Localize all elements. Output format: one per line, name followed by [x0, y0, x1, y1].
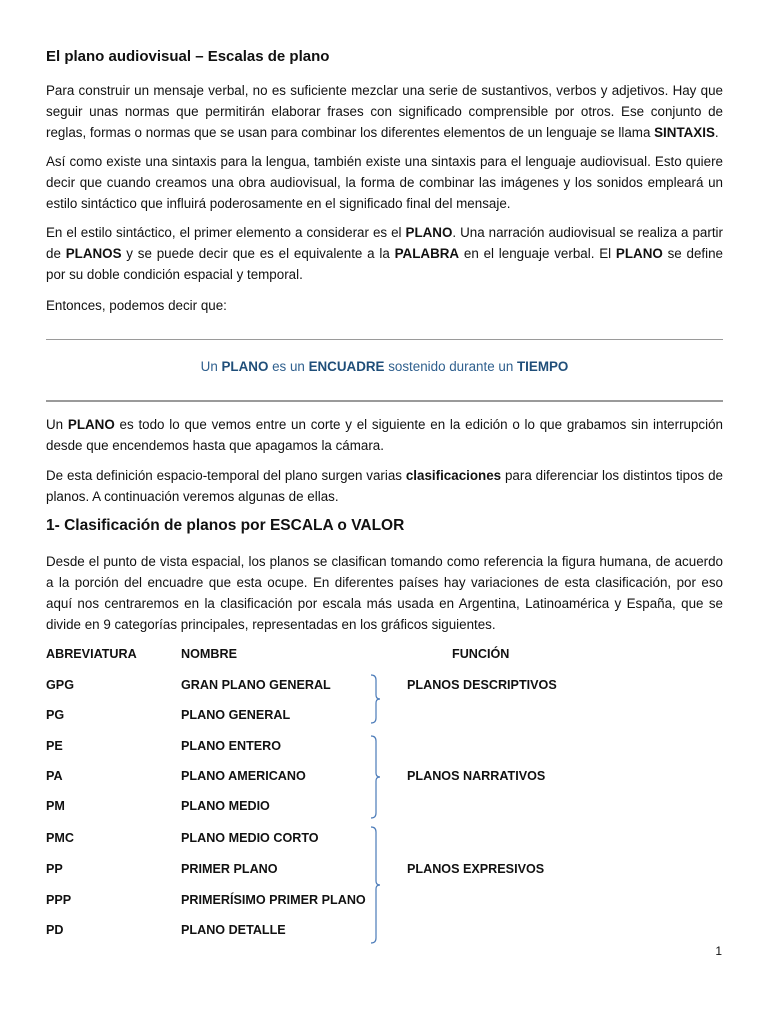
paragraph-sintaxis	[46, 80, 723, 143]
paragraph-text: y se puede decir que es el equivalente a la	[121, 246, 395, 261]
divider-top	[46, 339, 723, 340]
bold-term: PLANO	[615, 246, 663, 261]
table-row-abbr: PMC	[46, 831, 74, 845]
table-row-name: PLANO AMERICANO	[181, 769, 306, 783]
brace-descriptivos	[370, 674, 382, 724]
paragraph-text: .	[714, 125, 719, 140]
bold-term: PALABRA	[394, 246, 460, 261]
paragraph-plano	[46, 222, 723, 285]
bold-term: PLANO	[221, 359, 269, 374]
definition-text: Un	[200, 359, 222, 374]
table-row-abbr: PD	[46, 923, 64, 937]
paragraph-entonces: Entonces, podemos decir que:	[46, 298, 227, 313]
paragraph-lenguaje-audiovisual: Así como existe una sintaxis para la lengua, también existe una sintaxis para el lenguaje audiovisual. Esto quiere decir que cuando creamos una obra audiovisual, la forma de combinar las imágenes y los sonidos empleará un estilo sintáctico que influirá poderosamente en el significado final del mensaje.	[46, 154, 723, 211]
heading-text: o	[333, 517, 352, 534]
bold-term: TIEMPO	[516, 359, 569, 374]
table-row-abbr: PA	[46, 769, 63, 783]
paragraph-clasificaciones	[46, 465, 723, 507]
table-row-abbr: GPG	[46, 678, 74, 692]
table-row-name: PLANO MEDIO	[181, 799, 270, 813]
bold-term: VALOR	[351, 517, 405, 534]
table-row-name: PLANO GENERAL	[181, 708, 291, 722]
bold-term: PLANO	[405, 225, 453, 240]
paragraph-text: . Una narración audiovisual se realiza a partir de	[46, 225, 723, 261]
bold-term: PLANOS	[65, 246, 122, 261]
table-row-abbr: PM	[46, 799, 65, 813]
definition-text: sostenido durante un	[384, 359, 517, 374]
table-row-name: GRAN PLANO GENERAL	[181, 678, 331, 692]
header-name: NOMBRE	[181, 647, 237, 661]
group-label-expresivos: PLANOS EXPRESIVOS	[407, 862, 545, 876]
paragraph-un-plano	[46, 414, 723, 456]
brace-expresivos	[370, 826, 382, 944]
bold-term: ESCALA	[269, 517, 334, 534]
section-heading-escala	[46, 517, 404, 535]
group-label-descriptivos: PLANOS DESCRIPTIVOS	[407, 678, 557, 692]
table-row-name: PLANO ENTERO	[181, 739, 282, 753]
bold-term: PLANO	[67, 417, 115, 432]
table-row-abbr: PE	[46, 739, 63, 753]
table-row-abbr: PPP	[46, 893, 72, 907]
paragraph-text: Un	[46, 417, 68, 432]
table-row-name: PLANO MEDIO CORTO	[181, 831, 319, 845]
definition-text: es un	[268, 359, 309, 374]
bold-term: clasificaciones	[405, 468, 502, 483]
paragraph-text: De esta definición espacio-temporal del plano surgen varias	[46, 468, 406, 483]
paragraph-text: para diferenciar los distintos tipos de planos. A continuación veremos algunas de ellas.	[46, 468, 723, 504]
table-row-abbr: PG	[46, 708, 65, 722]
plano-definition	[46, 356, 723, 377]
header-function: FUNCIÓN	[452, 647, 510, 661]
brace-narrativos	[370, 735, 382, 819]
bold-term: ENCUADRE	[308, 359, 385, 374]
paragraph-text: En el estilo sintáctico, el primer elemento a considerar es el	[46, 225, 406, 240]
paragraph-text: se define por su doble condición espacial y temporal.	[46, 246, 723, 282]
document-title: El plano audiovisual – Escalas de plano	[46, 48, 330, 65]
paragraph-punto-de-vista: Desde el punto de vista espacial, los planos se clasifican tomando como referencia la figura humana, de acuerdo a la porción del encuadre que esta ocupe. En diferentes países hay variaciones de esta clasificación, por eso aquí nos centraremos en la clasificación por escala más usada en Argentina, Latinoamérica y España, que se divide en 9 categorías principales, representadas en los gráficos siguientes.	[46, 554, 723, 632]
paragraph-text: en el lenguaje verbal. El	[459, 246, 616, 261]
table-row-name: PRIMERÍSIMO PRIMER PLANO	[181, 893, 366, 907]
paragraph-text: es todo lo que vemos entre un corte y el siguiente en la edición o lo que grabamos sin interrupción desde que encendemos hasta que apagamos la cámara.	[46, 417, 723, 453]
divider-bottom	[46, 400, 723, 402]
heading-text: 1- Clasificación de planos por	[46, 517, 270, 534]
paragraph-text: Para construir un mensaje verbal, no es suficiente mezclar una serie de sustantivos, verbos y adjetivos. Hay que seguir unas normas que permitirán elaborar frases con significado comprensible por otros. Ese conjunto de reglas, formas o normas que se usan para combinar los diferentes elementos de un lenguaje se llama	[46, 83, 723, 140]
header-abbreviation: ABREVIATURA	[46, 647, 137, 661]
table-row-name: PLANO DETALLE	[181, 923, 286, 937]
group-label-narrativos: PLANOS NARRATIVOS	[407, 769, 546, 783]
page-number: 1	[715, 944, 722, 958]
table-row-abbr: PP	[46, 862, 63, 876]
table-row-name: PRIMER PLANO	[181, 862, 278, 876]
bold-term: SINTAXIS	[654, 125, 715, 140]
